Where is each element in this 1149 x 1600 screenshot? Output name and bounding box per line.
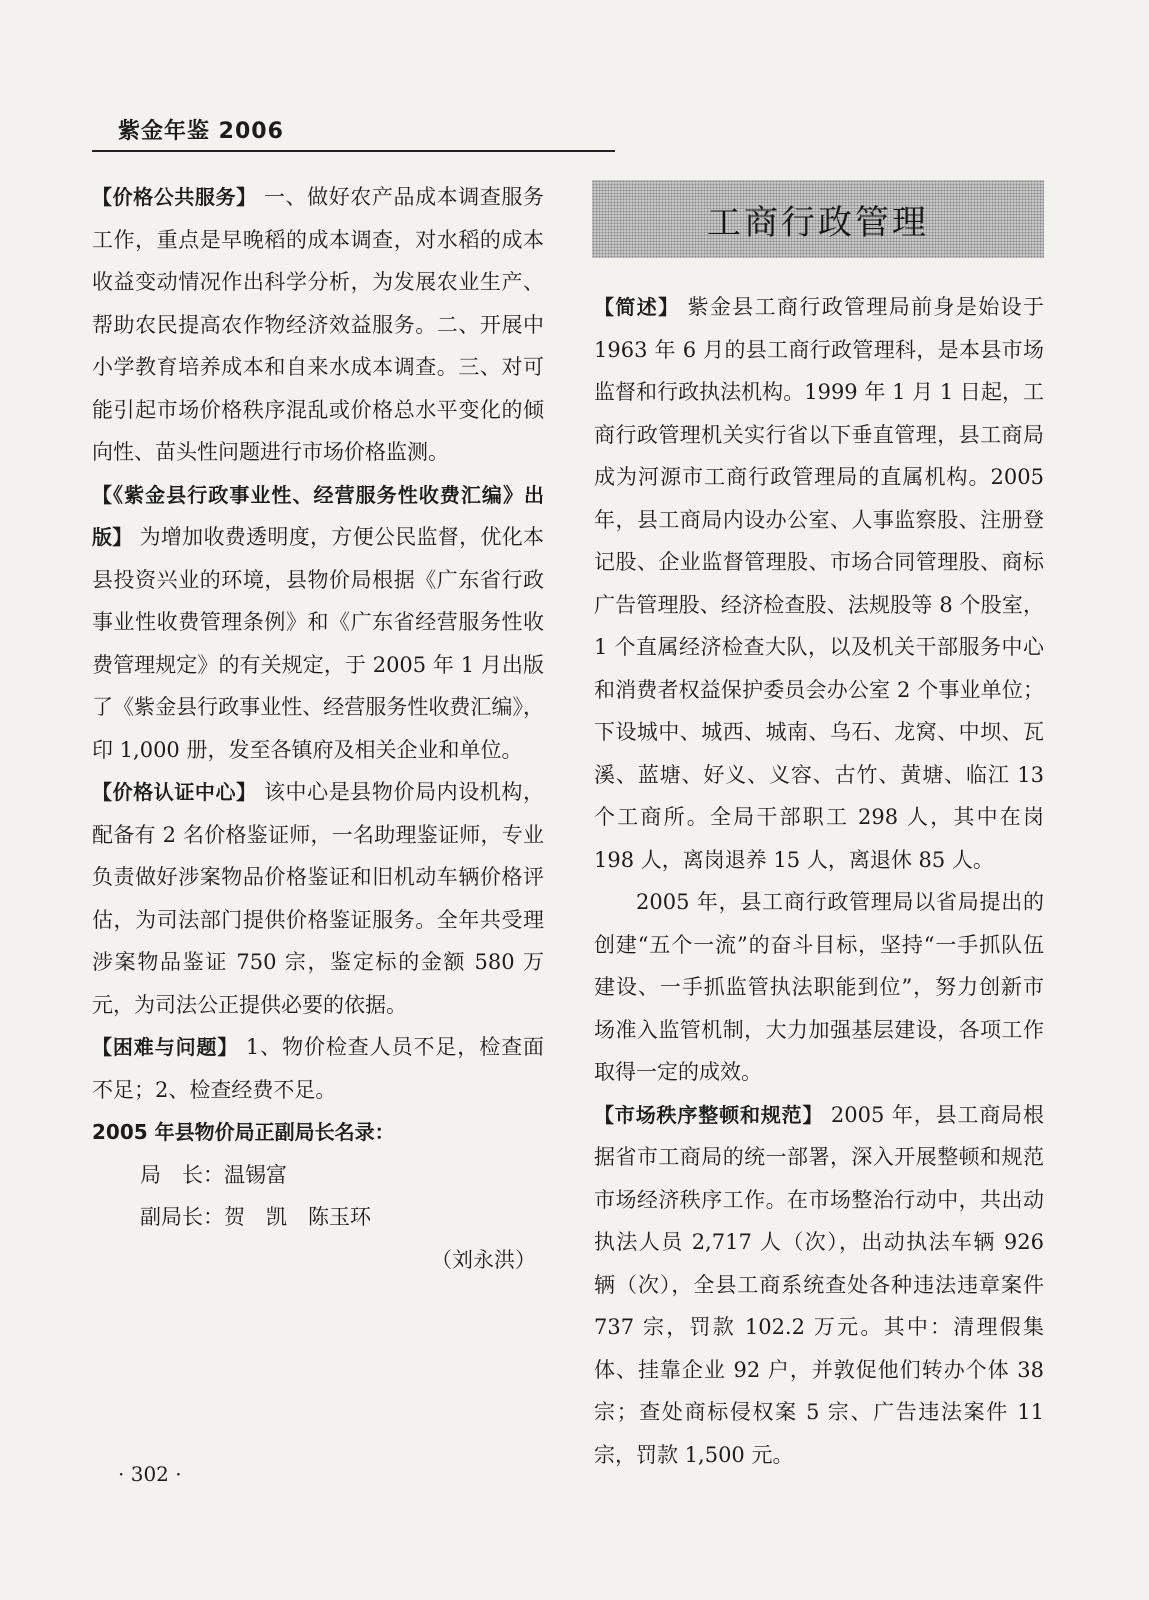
roster-director: 局 长：温锡富 [140,1162,287,1187]
paragraph-price-certification [92,771,544,1026]
paragraph-text: 1、物价检查人员不足，检查面不足；2、检查经费不足。 [92,1035,544,1102]
paragraph-overview [594,286,1044,881]
yearbook-header-title: 紫金年鉴 2006 [118,119,284,144]
section-tag: 【价格认证中心】 [92,780,257,804]
author-credit: （刘永洪） [431,1247,536,1272]
roster-title: 2005 年县物价局正副局长名录： [92,1120,395,1144]
section-tag: 【价格公共服务】 [92,185,257,209]
paragraph-fee-compilation [92,474,544,772]
section-tag: 【《紫金县行政事业性、经营服务性收费汇编》出版】 [92,482,544,549]
paragraph-text: 该中心是县物价局内设机构，配备有 2 名价格鉴证师，一名助理鉴证师，专业负责做好涉案物品价格鉴证和旧机动车辆价格评估，为司法部门提供价格鉴证服务。全年共受理涉案物品鉴证 750 宗，鉴定标的金额 580 万元，为司法公正提供必要的依据。 [92,780,544,1017]
roster-deputy: 副局长：贺 凯 陈玉环 [140,1205,371,1229]
page-number: · 302 · [118,1462,182,1486]
right-column [594,286,1044,1476]
section-tag: 【简述】 [594,295,680,319]
paragraph-text: 2005 年，县工商局根据省市工商局的统一部署，深入开展整顿和规范市场经济秩序工作。在市场整治行动中，共出动执法人员 2,717 人（次），出动执法车辆 926 辆（次），全县工商系统查处各种违法违章案件 737 宗，罚款 102.2 万元。其中：清理假集体、挂靠企业 92 户，并敦促他们转办个体 38 宗；查处商标侵权案 5 宗、广告违法案件 11 宗，罚款 1,500 元。 [594,1102,1045,1467]
paragraph-price-public-service [92,176,544,474]
paragraph-difficulties [92,1026,544,1111]
paragraph-goals: 2005 年，县工商行政管理局以省局提出的创建“五个一流”的奋斗目标，坚持“一手抓队伍建设、一手抓监管执法职能到位”，努力创新市场准入监管机制，大力加强基层建设，各项工作取得一定的成效。 [594,890,1044,1084]
section-tag: 【困难与问题】 [92,1035,239,1059]
section-tag: 【市场秩序整顿和规范】 [594,1102,824,1127]
left-column [92,176,544,1281]
paragraph-market-order [594,1094,1044,1477]
paragraph-text: 为增加收费透明度，方便公民监督，优化本县投资兴业的环境，县物价局根据《广东省行政事业性收费管理条例》和《广东省经营服务性收费管理规定》的有关规定，于 2005 年 1 月出版了《紫金县行政事业性、经营服务性收费汇编》，印 1,000 册，发至各镇府及相关企业和单位。 [92,525,544,762]
section-banner-title: 工商行政管理 [592,180,1044,258]
paragraph-text: 紫金县工商行政管理局前身是始设于 1963 年 6 月的县工商行政管理科，是本县市场监督和行政执法机构。1999 年 1 月 1 日起，工商行政管理机关实行省以下垂直管理，县工商局成为河源市工商行政管理局的直属机构。2005 年，县工商局内设办公室、人事监察股、注册登记股、企业监督管理股、市场合同管理股、商标广告管理股、经济检查股、法规股等 8 个股室，1 个直属经济检查大队，以及机关干部服务中心和消费者权益保护委员会办公室 2 个事业单位；下设城中、城西、城南、乌石、龙窝、中坝、瓦溪、蓝塘、好义、义容、古竹、黄塘、临江 13 个工商所。全局干部职工 298 人，其中在岗 198 人，离岗退养 15 人，离退休 85 人。 [594,295,1044,872]
header-rule [92,150,615,152]
paragraph-text: 一、做好农产品成本调查服务工作，重点是早晚稻的成本调查，对水稻的成本收益变动情况作出科学分析，为发展农业生产、帮助农民提高农作物经济效益服务。二、开展中小学教育培养成本和自来水成本调查。三、对可能引起市场价格秩序混乱或价格总水平变化的倾向性、苗头性问题进行市场价格监测。 [92,185,544,464]
